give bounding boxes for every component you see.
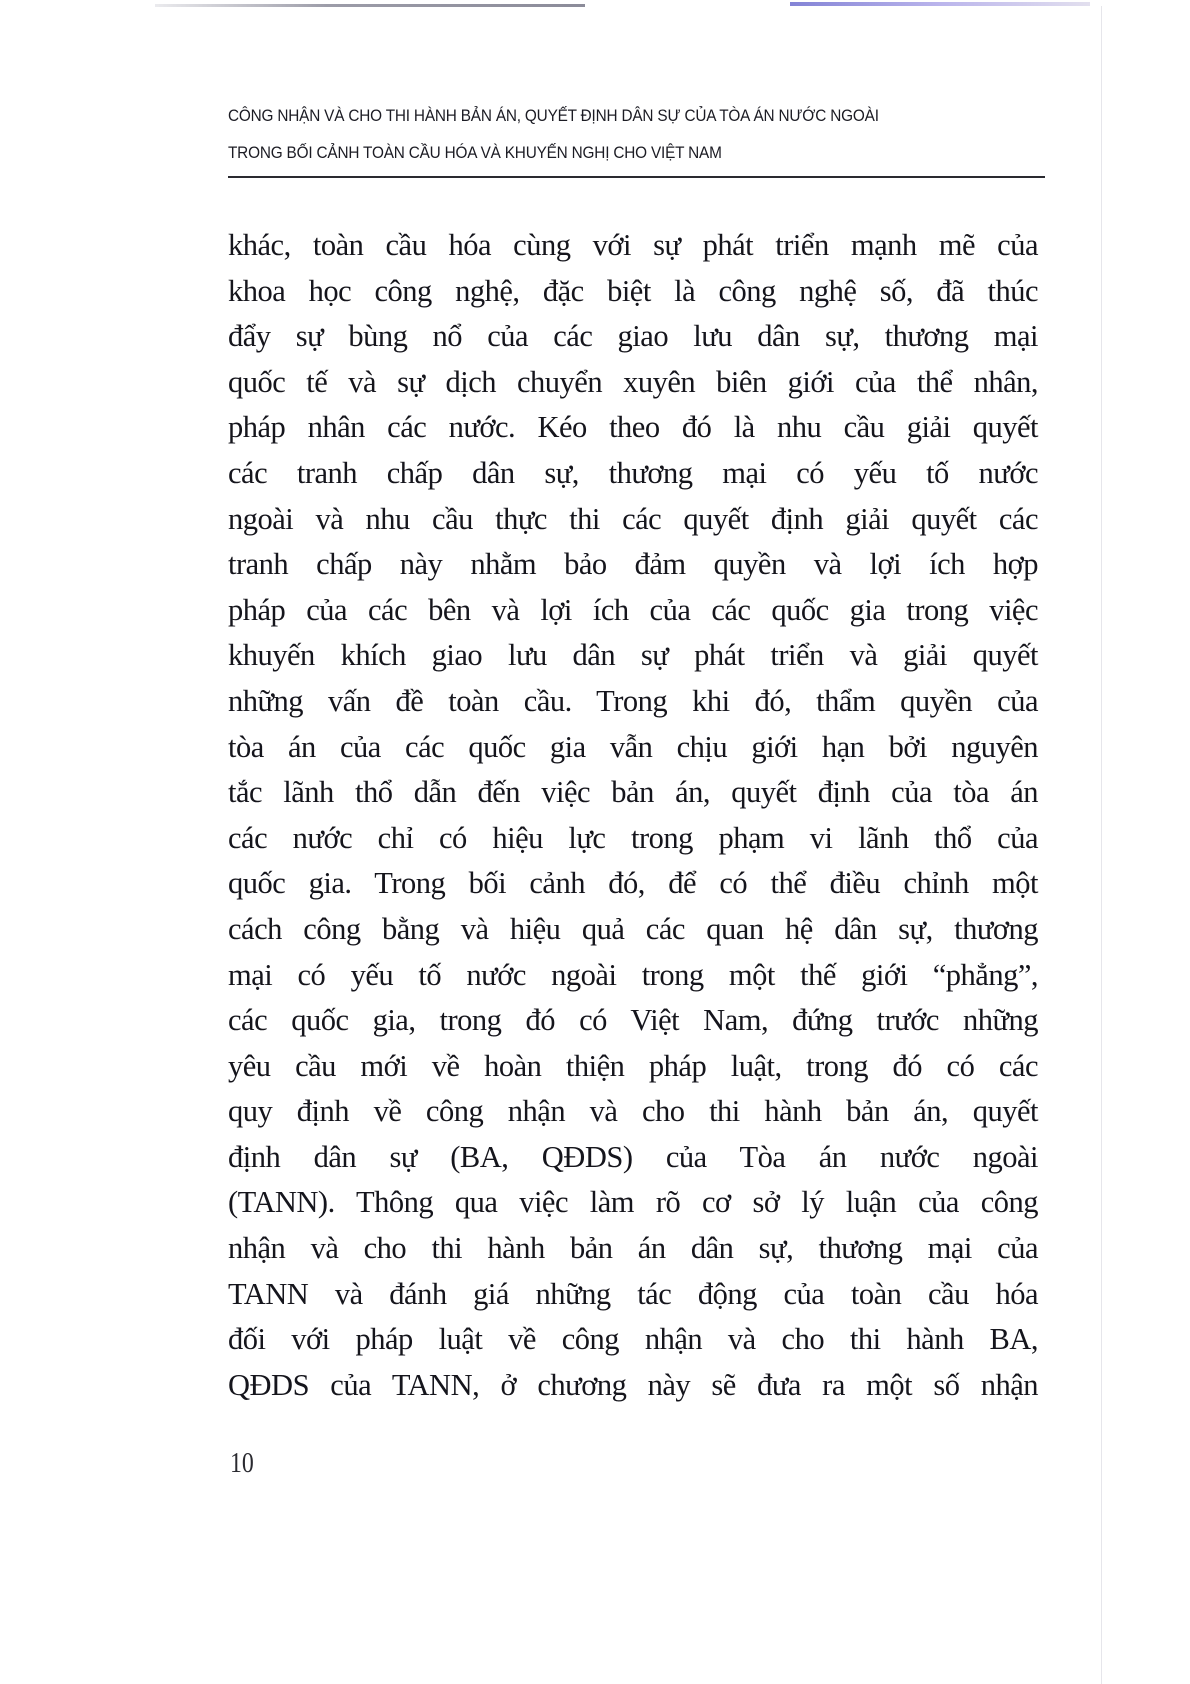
body-line: những vấn đề toàn cầu. Trong khi đó, thẩm quyền của [228,683,1038,718]
body-line: cách công bằng và hiệu quả các quan hệ dân sự, thương [228,911,1038,946]
body-line: quy định về công nhận và cho thi hành bản án, quyết [228,1094,1038,1129]
body-line: đối với pháp luật về công nhận và cho thi hành BA, [228,1322,1038,1357]
body-line: khoa học công nghệ, đặc biệt là công nghệ số, đã thúc [228,273,1038,308]
body-paragraph [228,223,1038,1408]
scan-artifact-right-edge [1101,6,1102,1684]
body-line: pháp của các bên và lợi ích của các quốc gia trong việc [228,592,1038,627]
scan-artifact-top-right [790,2,1090,6]
body-line: các nước chỉ có hiệu lực trong phạm vi lãnh thổ của [228,820,1038,855]
body-line: ngoài và nhu cầu thực thi các quyết định giải quyết các [228,501,1038,536]
body-line: mại có yếu tố nước ngoài trong một thế giới “phẳng”, [228,957,1038,992]
page-number: 10 [230,1448,254,1479]
body-line: (TANN). Thông qua việc làm rõ cơ sở lý luận của công [228,1185,1038,1220]
running-header-line-1: CÔNG NHẬN VÀ CHO THI HÀNH BẢN ÁN, QUYẾT ĐỊNH DÂN SỰ CỦA TÒA ÁN NƯỚC NGOÀI [228,107,879,125]
body-line: định dân sự (BA, QĐDS) của Tòa án nước ngoài [228,1139,1038,1174]
body-line: đẩy sự bùng nổ của các giao lưu dân sự, thương mại [228,319,1038,354]
running-header-line-2: TRONG BỐI CẢNH TOÀN CẦU HÓA VÀ KHUYẾN NGHỊ CHO VIỆT NAM [228,144,722,162]
running-header [228,98,991,172]
body-line: các tranh chấp dân sự, thương mại có yếu tố nước [228,455,1038,490]
body-line: khuyến khích giao lưu dân sự phát triển và giải quyết [228,638,1038,673]
body-line: tranh chấp này nhằm bảo đảm quyền và lợi ích hợp [228,547,1038,582]
body-line: quốc tế và sự dịch chuyển xuyên biên giới của thể nhân, [228,364,1038,399]
body-line: TANN và đánh giá những tác động của toàn cầu hóa [228,1276,1038,1311]
scan-artifact-top-left [155,4,585,7]
body-line: quốc gia. Trong bối cảnh đó, để có thể điều chỉnh một [228,866,1038,901]
body-line: tắc lãnh thổ dẫn đến việc bản án, quyết định của tòa án [228,775,1038,810]
body-line: tòa án của các quốc gia vẫn chịu giới hạn bởi nguyên [228,729,1038,764]
body-line: yêu cầu mới về hoàn thiện pháp luật, trong đó có các [228,1048,1038,1083]
header-divider [228,176,1045,178]
body-line: khác, toàn cầu hóa cùng với sự phát triển mạnh mẽ của [228,228,1038,262]
body-line: pháp nhân các nước. Kéo theo đó là nhu cầu giải quyết [228,410,1038,445]
body-line: các quốc gia, trong đó có Việt Nam, đứng trước những [228,1003,1038,1038]
body-line: nhận và cho thi hành bản án dân sự, thương mại của [228,1231,1038,1266]
body-line: QĐDS của TANN, ở chương này sẽ đưa ra một số nhận [228,1367,1038,1402]
